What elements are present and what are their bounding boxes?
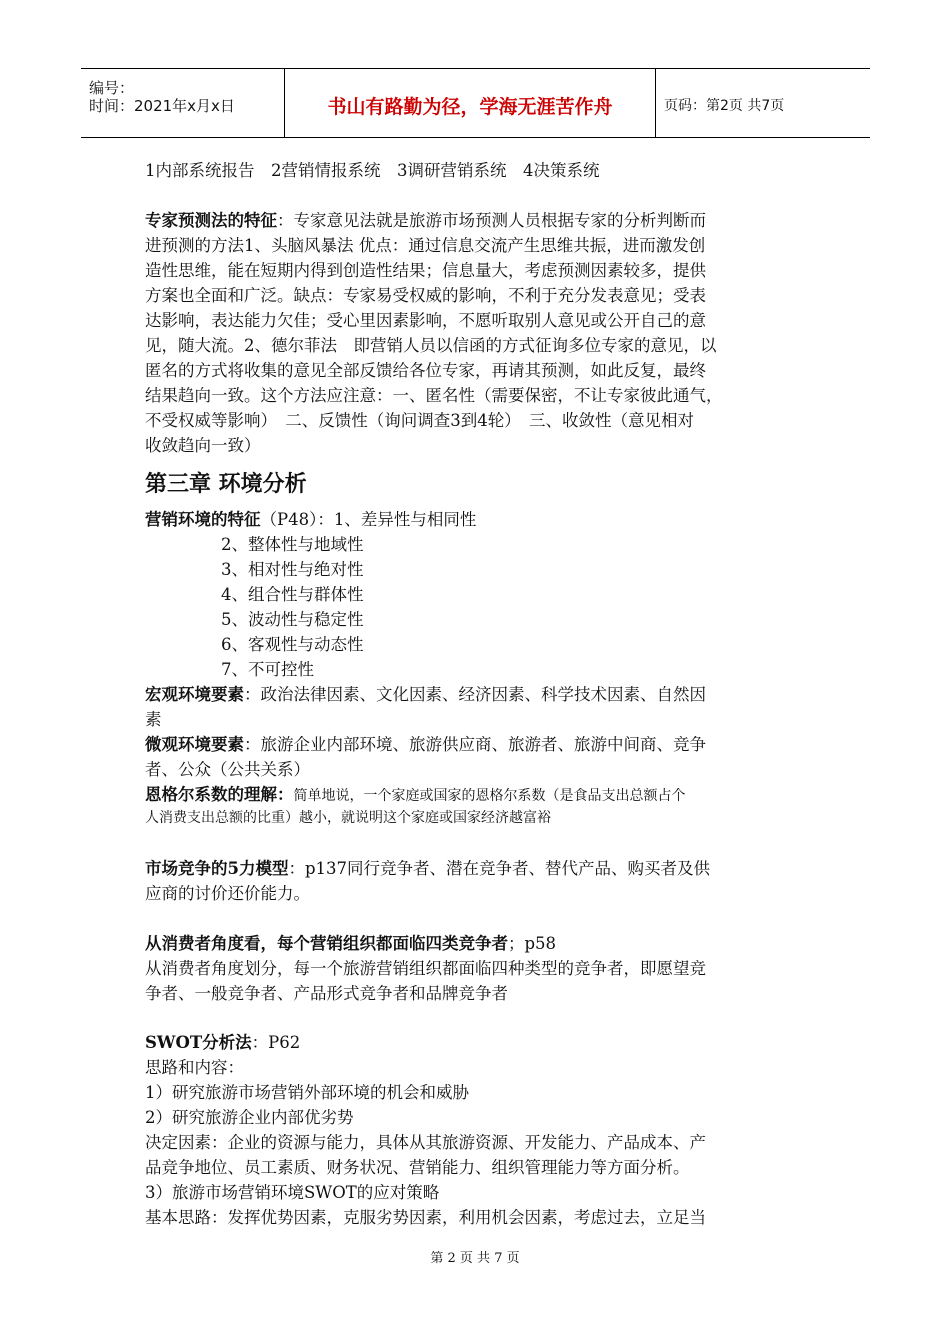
motto: 书山有路勤为径，学海无涯苦作舟 [327, 96, 613, 118]
header-page-cell [656, 69, 870, 137]
macro-cont: 素 [145, 710, 162, 729]
engel-heading: 恩格尔系数的理解： [145, 785, 294, 804]
expert-line-8: 结果趋向一致。这个方法应注意：一、匿名性（需要保密，不让专家彼此通气， [145, 386, 723, 405]
consumer-text-2: 争者、一般竞争者、产品形式竞争者和品牌竞争者 [145, 984, 508, 1003]
header-left-cell [81, 69, 285, 137]
micro-line: 微观环境要素：旅游企业内部环境、旅游供应商、旅游者、旅游中间商、竞争 [145, 735, 706, 754]
swot-line: SWOT分析法：P62 [145, 1033, 301, 1052]
macro-line: 宏观环境要素：政治法律因素、文化因素、经济因素、科学技术因素、自然因 [145, 685, 706, 704]
env-item: 2、整体性与地域性 [221, 535, 364, 554]
page-footer: 第 2 页 共 7 页 [430, 1251, 520, 1266]
micro-cont: 者、公众（公共关系） [145, 760, 310, 779]
swot-text-5: 品竞争地位、员工素质、财务状况、营销能力、组织管理能力等方面分析。 [145, 1158, 690, 1177]
micro-heading: 微观环境要素 [145, 735, 244, 754]
env-item: 6、客观性与动态性 [221, 635, 364, 654]
swot-heading: SWOT分析法 [145, 1033, 252, 1052]
consumer-text-1: 从消费者角度划分，每一个旅游营销组织都面临四种类型的竞争者，即愿望竞 [145, 959, 706, 978]
env-heading: 营销环境的特征 [145, 510, 261, 529]
swot-text-3: 2）研究旅游企业内部优劣势 [145, 1108, 354, 1127]
env-item: 3、相对性与绝对性 [221, 560, 364, 579]
expert-line-7: 匿名的方式将收集的意见全部反馈给各位专家，再请其预测，如此反复，最终 [145, 361, 706, 380]
env-item: 7、不可控性 [221, 660, 314, 679]
chapter-title: 第三章 环境分析 [145, 472, 307, 497]
env-line: 营销环境的特征（P48）：1、差异性与相同性 [145, 510, 477, 529]
expert-line-2: 进预测的方法1、头脑风暴法 优点：通过信息交流产生思维共振，进而激发创 [145, 236, 706, 255]
page-info: 页码：第2页 共7页 [664, 98, 785, 114]
expert-line-10: 收敛趋向一致） [145, 436, 261, 455]
expert-line-6: 见，随大流。2、德尔菲法 即营销人员以信函的方式征询多位专家的意见，以 [145, 336, 717, 355]
date-label: 时间：2021年x月x日 [89, 97, 235, 115]
expert-line-1: 专家预测法的特征：专家意见法就是旅游市场预测人员根据专家的分析判断而 [145, 211, 706, 230]
swot-text-7: 基本思路：发挥优势因素，克服劣势因素，利用机会因素，考虑过去，立足当 [145, 1208, 706, 1227]
system-list: 1内部系统报告 2营销情报系统 3调研营销系统 4决策系统 [145, 161, 600, 180]
number-label: 编号： [89, 79, 135, 97]
swot-text-4: 决定因素：企业的资源与能力，具体从其旅游资源、开发能力、产品成本、产 [145, 1133, 706, 1152]
macro-heading: 宏观环境要素 [145, 685, 244, 704]
env-item: 4、组合性与群体性 [221, 585, 364, 604]
five-forces-line: 市场竞争的5力模型：p137同行竞争者、潜在竞争者、替代产品、购买者及供 [145, 859, 711, 878]
swot-text-2: 1）研究旅游市场营销外部环境的机会和威胁 [145, 1083, 469, 1102]
expert-line-5: 达影响，表达能力欠佳；受心里因素影响，不愿听取别人意见或公开自己的意 [145, 311, 706, 330]
swot-text-1: 思路和内容： [145, 1058, 244, 1077]
five-forces-heading: 市场竞争的5力模型 [145, 859, 289, 878]
consumer-line: 从消费者角度看，每个营销组织都面临四类竞争者；p58 [145, 934, 557, 953]
five-forces-cont: 应商的讨价还价能力。 [145, 884, 310, 903]
env-item: 5、波动性与稳定性 [221, 610, 364, 629]
engel-cont: 人消费支出总额的比重）越小，就说明这个家庭或国家经济越富裕 [145, 810, 551, 826]
header-table [81, 68, 870, 138]
expert-line-4: 方案也全面和广泛。缺点：专家易受权威的影响，不利于充分发表意见；受表 [145, 286, 706, 305]
expert-line-9: 不受权威等影响） 二、反馈性（询问调查3到4轮） 三、收敛性（意见相对 [145, 411, 694, 430]
consumer-heading: 从消费者角度看，每个营销组织都面临四类竞争者 [145, 934, 508, 953]
header-motto-cell [285, 69, 656, 137]
expert-line-3: 造性思维，能在短期内得到创造性结果；信息量大，考虑预测因素较多，提供 [145, 261, 706, 280]
engel-line: 恩格尔系数的理解：简单地说，一个家庭或国家的恩格尔系数（是食品支出总额占个 [145, 785, 686, 804]
expert-heading: 专家预测法的特征 [145, 211, 277, 230]
swot-text-6: 3）旅游市场营销环境SWOT的应对策略 [145, 1183, 440, 1202]
